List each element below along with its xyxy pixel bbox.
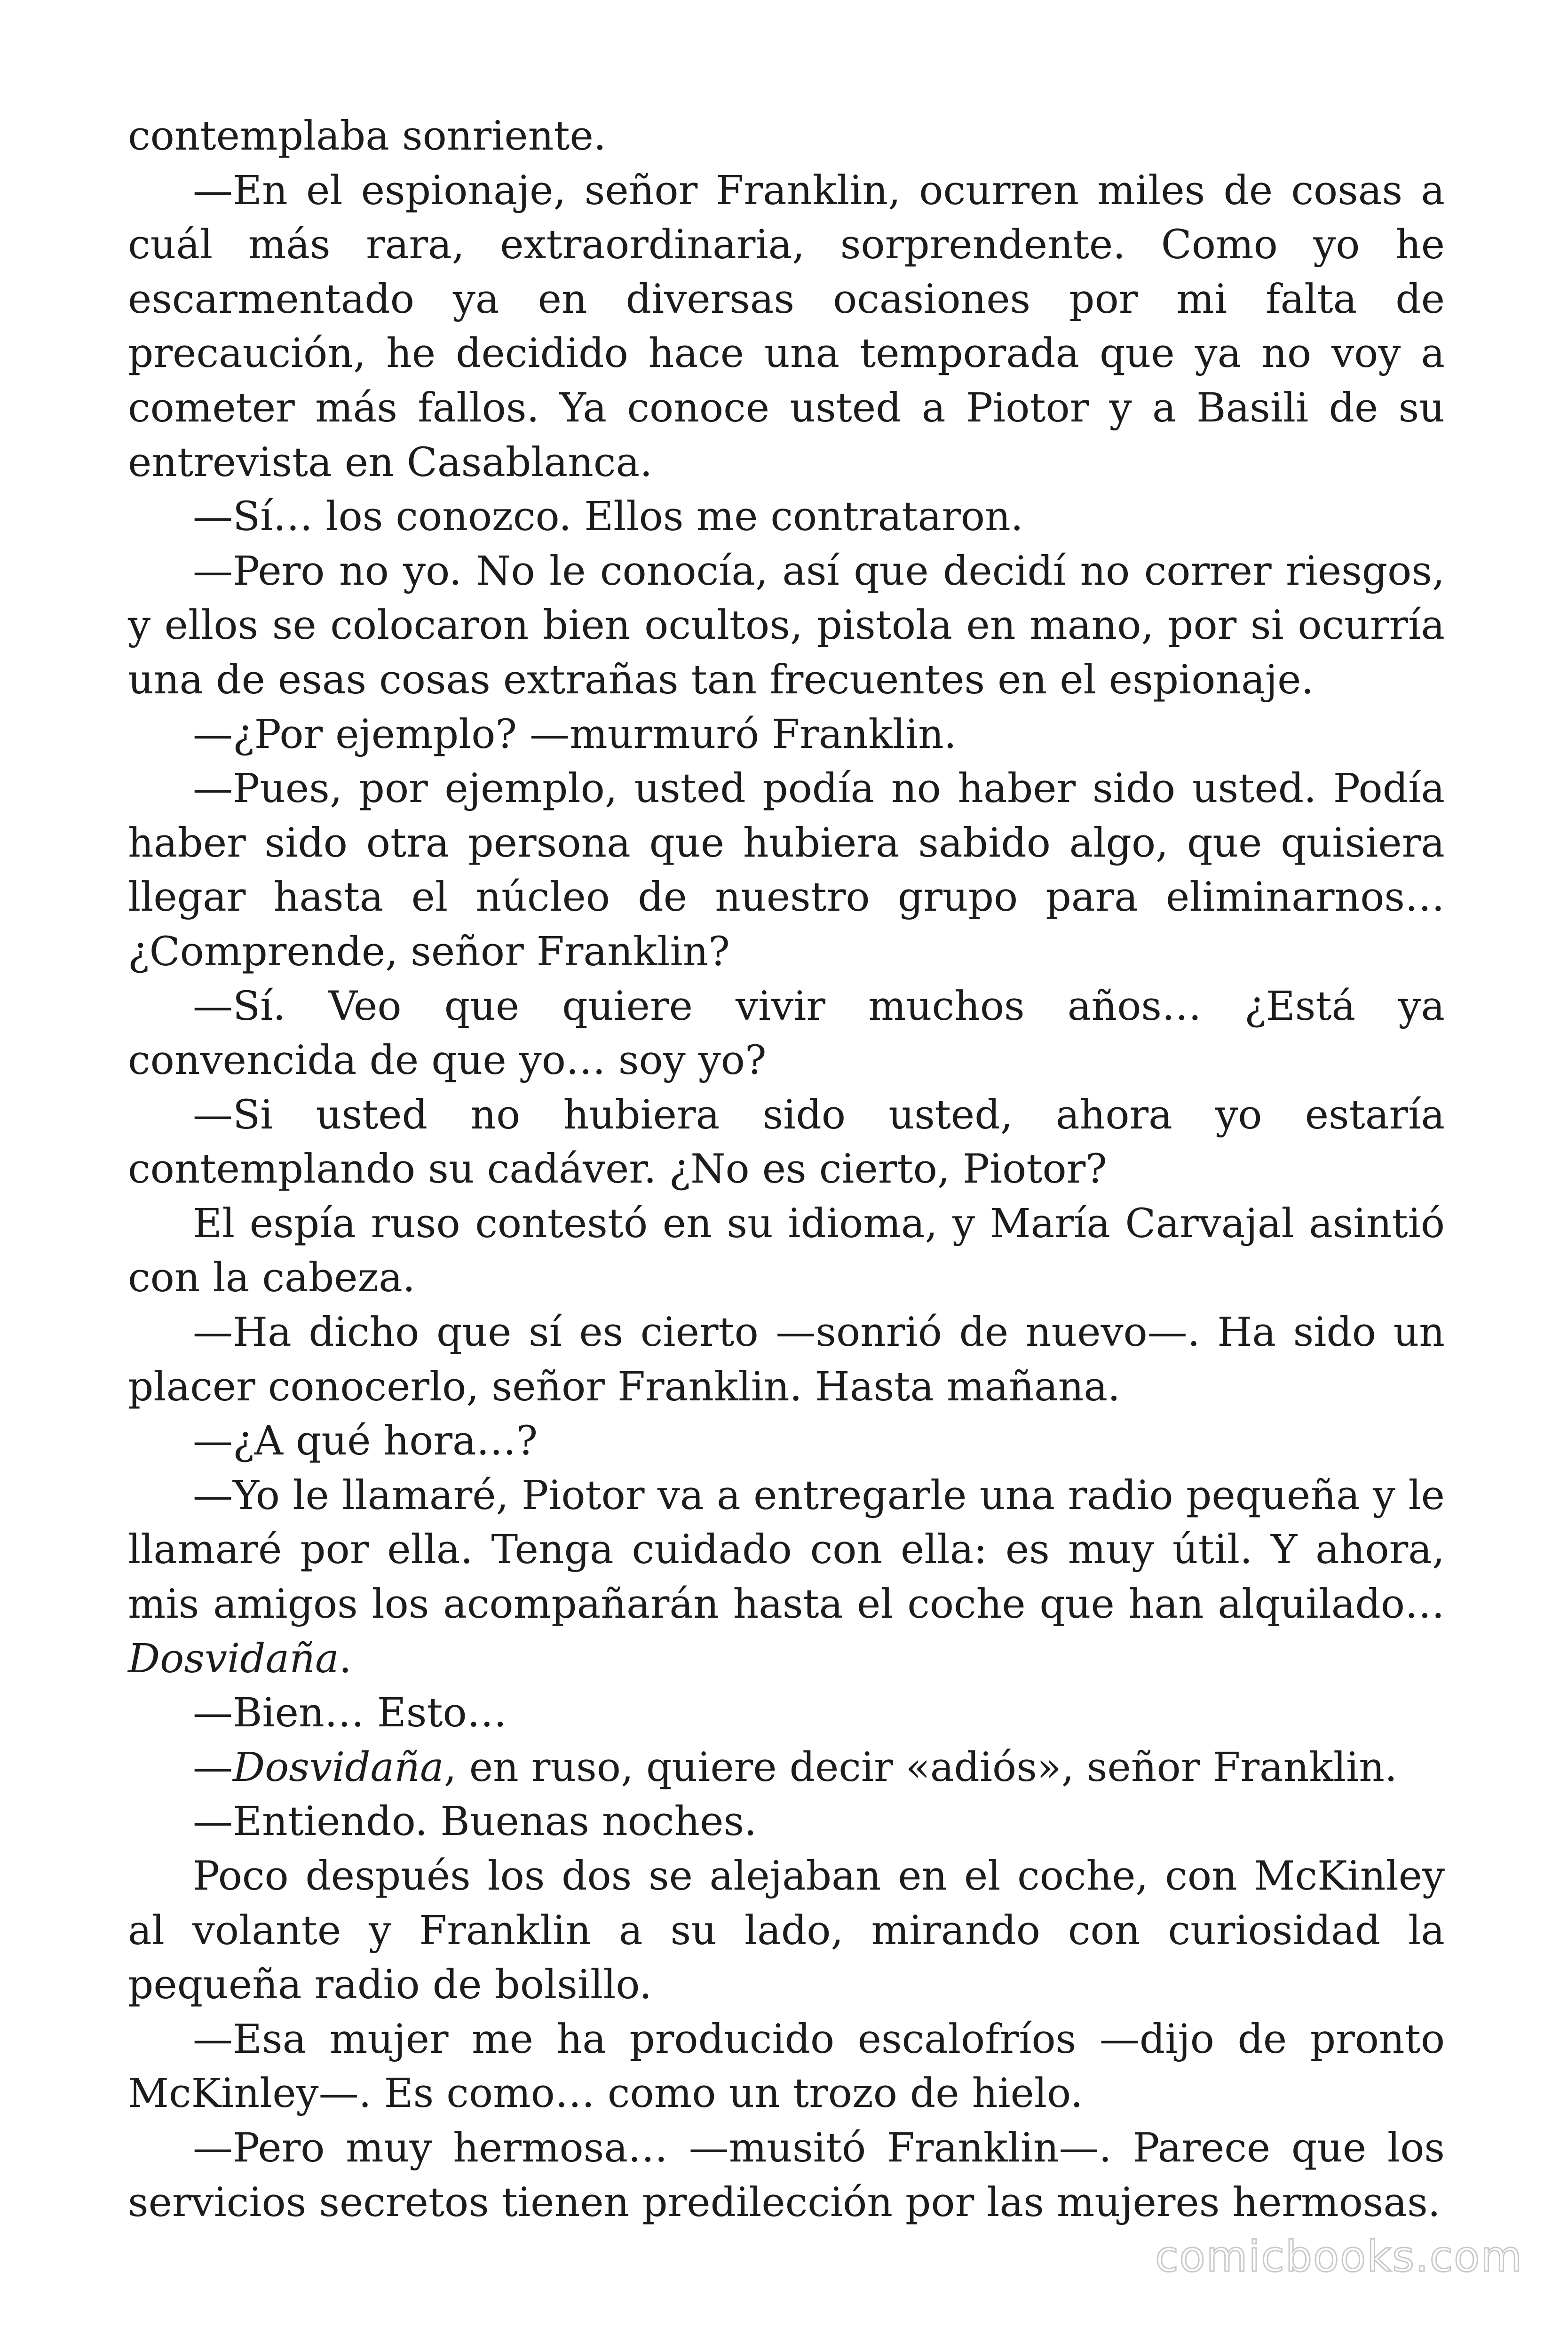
italic-text: Dosvidaña xyxy=(233,1744,444,1791)
paragraph xyxy=(128,1088,1445,1197)
paragraph xyxy=(128,762,1445,979)
paragraph xyxy=(128,544,1445,707)
text-segment: —Si usted no hubiera sido usted, ahora yo estaría contemplando su cadáver. ¿No es cierto, Piotor? xyxy=(128,1091,1445,1193)
paragraph xyxy=(128,1197,1445,1305)
text-segment: , en ruso, quiere decir «adiós», señor Franklin. xyxy=(443,1744,1398,1791)
text-segment: El espía ruso contestó en su idioma, y María Carvajal asintió con la cabeza. xyxy=(128,1200,1445,1302)
text-segment: —Sí. Veo que quiere vivir muchos años… ¿Está ya convencida de que yo… soy yo? xyxy=(128,983,1445,1084)
text-segment: contemplaba sonriente. xyxy=(128,113,606,159)
text-segment: —¿A qué hora…? xyxy=(193,1418,538,1465)
text-segment: —Esa mujer me ha producido escalofríos —dijo de pronto McKinley—. Es como… como un trozo de hielo. xyxy=(128,2016,1445,2117)
text-segment: —¿Por ejemplo? —murmuró Franklin. xyxy=(193,711,957,758)
paragraph xyxy=(128,1305,1445,1414)
paragraph xyxy=(128,164,1445,490)
paragraph xyxy=(128,1686,1445,1740)
page-body xyxy=(128,109,1445,2230)
paragraph xyxy=(128,2012,1445,2121)
text-segment: —Pero muy hermosa… —musitó Franklin—. Parece que los servicios secretos tienen predilección por las mujeres hermosas. xyxy=(128,2124,1445,2226)
paragraph xyxy=(128,1469,1445,1686)
text-segment: —Pero no yo. No le conocía, así que decidí no correr riesgos, y ellos se colocaron bien ocultos, pistola en mano, por si ocurría una de esas cosas extrañas tan frecuentes en el espionaje. xyxy=(128,548,1445,703)
text-segment: —Entiendo. Buenas noches. xyxy=(193,1798,757,1845)
italic-text: Dosvidaña xyxy=(128,1635,339,1682)
paragraph xyxy=(128,2121,1445,2230)
paragraph xyxy=(128,707,1445,762)
text-segment: —Yo le llamaré, Piotor va a entregarle una radio pequeña y le llamaré por ella. Tenga cuidado con ella: es muy útil. Y ahora, mis amigos los acompañarán hasta el coche que han alquilado… xyxy=(128,1472,1445,1628)
paragraph xyxy=(128,1849,1445,2012)
text-segment: —Sí… los conozco. Ellos me contrataron. xyxy=(193,493,1023,540)
text-segment: Poco después los dos se alejaban en el coche, con McKinley al volante y Franklin a su lado, mirando con curiosidad la pequeña radio de bolsillo. xyxy=(128,1853,1445,2009)
text-segment: —Pues, por ejemplo, usted podía no haber sido usted. Podía haber sido otra persona que hubiera sabido algo, que quisiera llegar hasta el núcleo de nuestro grupo para eliminarnos… ¿Comprende, señor Franklin? xyxy=(128,765,1445,975)
paragraph xyxy=(128,109,1445,164)
paragraph xyxy=(128,1414,1445,1469)
watermark-logo: comicbooks.com xyxy=(1155,2232,1523,2281)
paragraph xyxy=(128,490,1445,544)
text-segment: — xyxy=(193,1744,233,1791)
paragraph xyxy=(128,1740,1445,1795)
text-segment: . xyxy=(339,1635,352,1682)
text-segment: —Bien… Esto… xyxy=(193,1690,507,1737)
paragraph xyxy=(128,1795,1445,1849)
text-segment: —En el espionaje, señor Franklin, ocurren miles de cosas a cuál más rara, extraordinaria, sorprendente. Como yo he escarmentado ya en diversas ocasiones por mi falta de precaución, he decidido hace una temporada que ya no voy a cometer más fallos. Ya conoce usted a Piotor y a Basili de su entrevista en Casablanca. xyxy=(128,167,1445,486)
text-segment: —Ha dicho que sí es cierto —sonrió de nuevo—. Ha sido un placer conocerlo, señor Franklin. Hasta mañana. xyxy=(128,1309,1445,1410)
paragraph xyxy=(128,979,1445,1088)
